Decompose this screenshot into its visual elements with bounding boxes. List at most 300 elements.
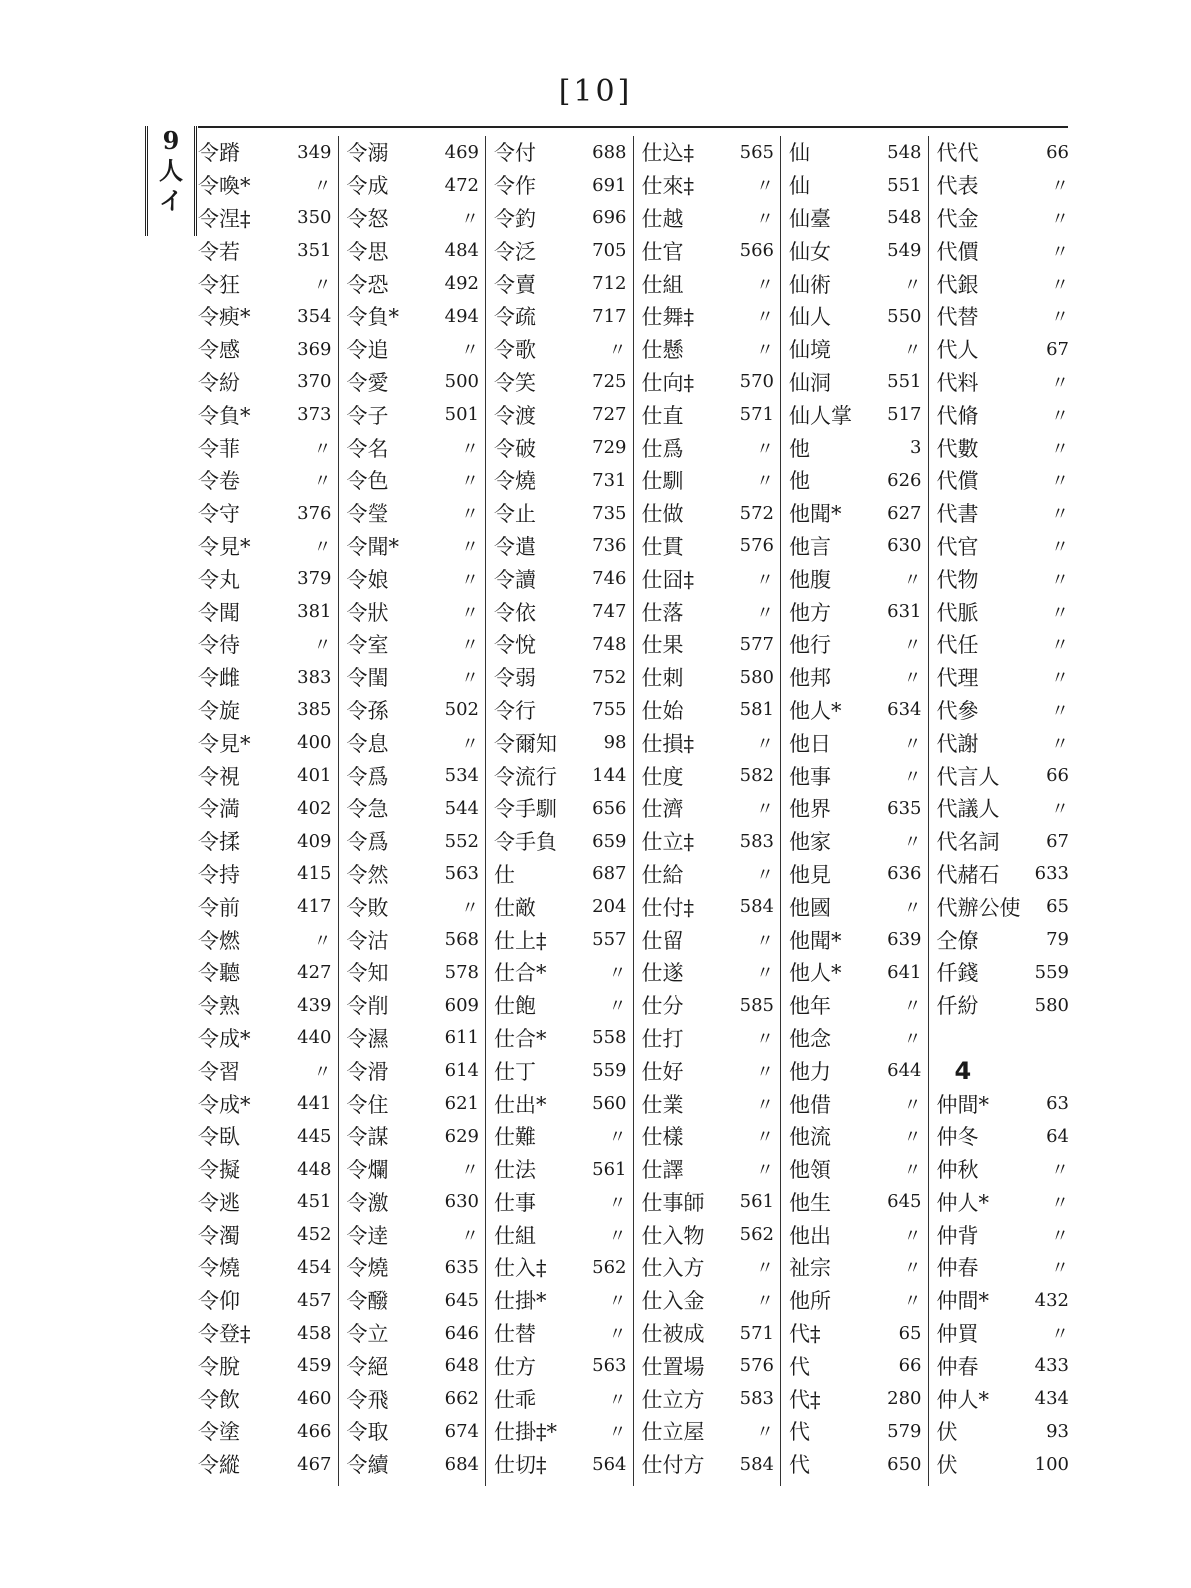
index-entry xyxy=(339,562,486,595)
index-entry xyxy=(929,169,1076,202)
entry-page: 662 xyxy=(444,1388,479,1410)
entry-term: 仕難 xyxy=(494,1125,536,1150)
index-entry xyxy=(929,464,1076,497)
entry-term: 仕懸 xyxy=(641,338,684,363)
entry-page: 517 xyxy=(887,404,922,426)
index-entry xyxy=(781,1382,928,1415)
entry-term: 仙臺 xyxy=(789,206,831,231)
index-entry xyxy=(486,300,633,333)
index-entry xyxy=(190,1317,338,1350)
entry-term: 令追 xyxy=(346,338,389,363)
entry-page: 433 xyxy=(1034,1355,1069,1377)
index-entry xyxy=(339,792,486,825)
index-entry xyxy=(486,726,633,759)
index-entry xyxy=(190,1120,338,1153)
entry-term: 令怒 xyxy=(346,206,389,231)
entry-page: 417 xyxy=(297,896,332,918)
index-entry xyxy=(190,136,338,169)
entry-page: 66 xyxy=(1046,141,1069,163)
index-entry xyxy=(190,1448,338,1481)
index-entry xyxy=(929,267,1076,300)
entry-term: 令續 xyxy=(346,1453,389,1478)
index-entry xyxy=(339,530,486,563)
entry-term: 仙 xyxy=(789,174,810,199)
entry-term: 令取 xyxy=(346,1420,389,1445)
entry-term: 仕丁 xyxy=(494,1059,536,1084)
page-number: [10] xyxy=(558,74,633,109)
entry-term: 他界 xyxy=(789,797,831,822)
index-entry xyxy=(634,267,781,300)
index-entry xyxy=(634,366,781,399)
entry-page: 〃 xyxy=(1051,733,1069,755)
entry-page: 755 xyxy=(592,699,627,721)
index-entry xyxy=(781,1120,928,1153)
index-entry xyxy=(339,366,486,399)
index-entry xyxy=(339,726,486,759)
index-entry xyxy=(339,1087,486,1120)
entry-page: 725 xyxy=(592,371,627,393)
entry-page: 434 xyxy=(1034,1388,1069,1410)
index-entry xyxy=(190,1251,338,1284)
entry-page: 〃 xyxy=(1051,241,1069,263)
index-entry xyxy=(634,530,781,563)
entry-page: 717 xyxy=(592,305,627,327)
index-entry xyxy=(634,694,781,727)
entry-term: 他流 xyxy=(789,1125,831,1150)
entry-term: 令感 xyxy=(198,338,240,363)
entry-term: 令燒 xyxy=(346,1256,389,1281)
entry-term: 令醱 xyxy=(346,1289,389,1314)
entry-page: 379 xyxy=(297,568,332,590)
entry-page: 63 xyxy=(1046,1093,1069,1114)
entry-page: 〃 xyxy=(608,963,627,985)
entry-page: 568 xyxy=(444,929,479,951)
entry-page: 〃 xyxy=(903,832,922,854)
index-entry xyxy=(781,1349,928,1382)
index-entry xyxy=(190,333,338,366)
entry-page: 580 xyxy=(1034,994,1069,1016)
entry-term: 令疏 xyxy=(494,305,536,330)
entry-term: 代參 xyxy=(936,698,979,723)
entry-page: 〃 xyxy=(1051,405,1069,427)
index-entry xyxy=(339,694,486,727)
entry-page: 〃 xyxy=(756,438,774,460)
index-entry xyxy=(339,661,486,694)
entry-term: 令守 xyxy=(198,502,240,527)
entry-page: 〃 xyxy=(756,569,774,591)
index-entry xyxy=(190,1087,338,1120)
entry-page: 〃 xyxy=(903,1094,922,1116)
entry-term: 他腹 xyxy=(789,567,831,592)
entry-term: 仕做 xyxy=(641,502,684,527)
entry-page: 〃 xyxy=(461,668,479,690)
entry-term: 令前 xyxy=(198,895,240,920)
entry-term: 仕出* xyxy=(494,1092,547,1117)
index-entry xyxy=(190,562,338,595)
index-entry xyxy=(339,1349,486,1382)
index-entry xyxy=(339,989,486,1022)
index-entry xyxy=(190,989,338,1022)
entry-term: 代償 xyxy=(936,469,979,494)
index-entry xyxy=(190,1284,338,1317)
entry-page: 〃 xyxy=(1051,635,1069,657)
entry-term: 代謝 xyxy=(936,731,979,756)
entry-page: 383 xyxy=(297,666,332,688)
entry-term: 代官 xyxy=(936,534,979,559)
entry-term: 代理 xyxy=(936,666,979,691)
entry-page: 687 xyxy=(592,863,627,885)
entry-page: 691 xyxy=(592,174,627,196)
entry-page: 〃 xyxy=(1051,569,1069,591)
index-entry xyxy=(929,300,1076,333)
index-entry xyxy=(486,628,633,661)
entry-page: 〃 xyxy=(1051,700,1069,722)
entry-term: 令負* xyxy=(346,305,399,330)
index-entry xyxy=(634,1382,781,1415)
entry-term: 令閨 xyxy=(346,666,389,691)
entry-term: 仙術 xyxy=(789,272,831,297)
entry-page: 636 xyxy=(887,863,922,885)
entry-page: 〃 xyxy=(756,864,774,886)
entry-page: 〃 xyxy=(756,176,774,198)
index-entry xyxy=(929,923,1076,956)
entry-page: 562 xyxy=(739,1224,774,1246)
entry-term: 令登‡ xyxy=(198,1322,251,1347)
index-entry xyxy=(486,1054,633,1087)
entry-term: 令成* xyxy=(198,1092,251,1117)
entry-term: 他出 xyxy=(789,1223,831,1248)
entry-term: 令脫 xyxy=(198,1354,240,1379)
entry-term: 代 xyxy=(789,1354,810,1379)
entry-page: 〃 xyxy=(903,1028,922,1050)
index-entry xyxy=(929,333,1076,366)
entry-page: 〃 xyxy=(903,668,922,690)
index-entry xyxy=(486,562,633,595)
entry-page: 583 xyxy=(739,1388,774,1410)
entry-page: 579 xyxy=(887,1420,922,1442)
entry-term: 仲間* xyxy=(936,1289,989,1314)
index-entry xyxy=(486,792,633,825)
index-entry xyxy=(634,759,781,792)
entry-page: 659 xyxy=(592,830,627,852)
entry-page: 439 xyxy=(297,994,332,1016)
entry-page: 648 xyxy=(444,1355,479,1377)
index-entry xyxy=(190,530,338,563)
entry-page: 〃 xyxy=(1051,471,1069,493)
entry-page: 〃 xyxy=(608,1324,627,1346)
index-entry xyxy=(781,661,928,694)
index-entry xyxy=(929,497,1076,530)
index-entry xyxy=(190,202,338,235)
index-entry xyxy=(929,136,1076,169)
index-entry xyxy=(486,1284,633,1317)
entry-page: 〃 xyxy=(608,1422,627,1444)
index-entry xyxy=(486,398,633,431)
entry-page: 〃 xyxy=(1051,274,1069,296)
entry-page: 376 xyxy=(297,502,332,524)
entry-term: 仲春 xyxy=(936,1354,979,1379)
entry-term: 仝僚 xyxy=(936,928,979,953)
index-entry xyxy=(190,431,338,464)
index-entry xyxy=(634,1284,781,1317)
entry-page: 144 xyxy=(592,765,627,787)
index-entry xyxy=(486,759,633,792)
entry-page: 645 xyxy=(444,1289,479,1311)
entry-page: 558 xyxy=(592,1027,627,1049)
entry-page: 534 xyxy=(444,765,479,787)
index-entry xyxy=(634,858,781,891)
index-entry xyxy=(339,464,486,497)
entry-term: 代書 xyxy=(936,502,979,527)
index-entry xyxy=(781,562,928,595)
entry-term: 代料 xyxy=(936,370,979,395)
index-entry xyxy=(781,1415,928,1448)
section-tab-radical: 人 xyxy=(159,156,183,185)
entry-page: 〃 xyxy=(903,1127,922,1149)
entry-page: 370 xyxy=(297,371,332,393)
index-column xyxy=(338,136,486,1486)
entry-term: 仕來‡ xyxy=(641,174,694,199)
entry-term: 令仰 xyxy=(198,1289,240,1314)
index-entry xyxy=(339,1153,486,1186)
entry-term: 仙洞 xyxy=(789,370,831,395)
entry-page: 〃 xyxy=(313,536,332,558)
entry-page: 64 xyxy=(1046,1125,1069,1147)
entry-page: 551 xyxy=(887,371,922,393)
index-entry xyxy=(634,595,781,628)
entry-term: 仕度 xyxy=(641,764,684,789)
entry-term: 代代 xyxy=(936,141,979,166)
entry-term: 他領 xyxy=(789,1158,831,1183)
entry-page: 〃 xyxy=(1051,307,1069,329)
entry-page: 349 xyxy=(297,141,332,163)
entry-page: 〃 xyxy=(313,438,332,460)
entry-page: 〃 xyxy=(756,1127,774,1149)
entry-page: 472 xyxy=(444,174,479,196)
entry-page: 402 xyxy=(297,797,332,819)
entry-term: 仕直 xyxy=(641,403,684,428)
index-entry xyxy=(929,1382,1076,1415)
entry-page: 〃 xyxy=(1051,372,1069,394)
index-entry xyxy=(339,956,486,989)
index-entry xyxy=(929,202,1076,235)
index-entry xyxy=(781,1251,928,1284)
entry-page: 〃 xyxy=(903,1160,922,1182)
entry-term: 令行 xyxy=(494,698,536,723)
entry-page: 432 xyxy=(1034,1289,1069,1311)
entry-term: 令遣 xyxy=(494,534,536,559)
entry-term: 仕事 xyxy=(494,1190,536,1215)
index-entry xyxy=(486,497,633,530)
index-entry xyxy=(634,333,781,366)
entry-term: 仕付方 xyxy=(641,1453,705,1478)
entry-page: 〃 xyxy=(756,1160,774,1182)
index-entry xyxy=(781,398,928,431)
entry-term: 令爲 xyxy=(346,830,389,855)
entry-term: 仕敵 xyxy=(494,895,536,920)
entry-term: 令釣 xyxy=(494,206,536,231)
index-entry xyxy=(486,267,633,300)
index-entry xyxy=(486,136,633,169)
entry-term: 他人* xyxy=(789,961,842,986)
entry-page: 204 xyxy=(592,896,627,918)
index-entry xyxy=(781,136,928,169)
entry-term: 令悅 xyxy=(494,633,536,658)
index-entry xyxy=(339,300,486,333)
index-entry xyxy=(486,825,633,858)
index-entry xyxy=(781,464,928,497)
index-entry xyxy=(486,923,633,956)
index-entry xyxy=(339,825,486,858)
entry-term: 令涅‡ xyxy=(198,206,251,231)
entry-term: 令笑 xyxy=(494,370,536,395)
index-entry xyxy=(339,858,486,891)
index-entry xyxy=(339,234,486,267)
index-entry xyxy=(339,398,486,431)
entry-page: 〃 xyxy=(461,1160,479,1182)
entry-term: 代任 xyxy=(936,633,979,658)
entry-page: 67 xyxy=(1046,830,1069,852)
index-entry xyxy=(486,1415,633,1448)
entry-page: 645 xyxy=(887,1191,922,1213)
index-entry xyxy=(190,398,338,431)
entry-page: 〃 xyxy=(1051,799,1069,821)
entry-page: 66 xyxy=(898,1355,922,1377)
entry-page: 〃 xyxy=(1051,536,1069,558)
index-entry xyxy=(190,628,338,661)
entry-term: 仕替 xyxy=(494,1322,536,1347)
entry-page: 401 xyxy=(297,765,332,787)
entry-page: 〃 xyxy=(756,1422,774,1444)
entry-page: 639 xyxy=(887,929,922,951)
entry-term: 令爲 xyxy=(346,764,389,789)
entry-page: 〃 xyxy=(903,274,922,296)
entry-term: 仕 xyxy=(494,862,515,887)
index-entry xyxy=(781,366,928,399)
entry-term: 令紛 xyxy=(198,370,240,395)
entry-term: 仕入金 xyxy=(641,1289,705,1314)
index-entry xyxy=(634,1218,781,1251)
entry-page: 〃 xyxy=(1051,504,1069,526)
index-entry xyxy=(781,825,928,858)
entry-term: 令然 xyxy=(346,862,389,887)
index-entry xyxy=(781,202,928,235)
index-entry xyxy=(486,530,633,563)
entry-term: 仕置場 xyxy=(641,1354,705,1379)
entry-page: 656 xyxy=(592,797,627,819)
index-entry xyxy=(339,333,486,366)
index-entry xyxy=(486,169,633,202)
entry-term: 令狂 xyxy=(198,272,240,297)
entry-term: 仕入‡ xyxy=(494,1256,547,1281)
entry-term: 令満 xyxy=(198,797,240,822)
entry-term: 令溺 xyxy=(346,141,389,166)
entry-page: 635 xyxy=(444,1256,479,1278)
entry-page: 466 xyxy=(297,1420,332,1442)
entry-term: 令室 xyxy=(346,633,389,658)
entry-term: 仲人* xyxy=(936,1190,989,1215)
index-entry xyxy=(929,956,1076,989)
index-entry xyxy=(929,431,1076,464)
entry-term: 仲背 xyxy=(936,1223,979,1248)
index-entry xyxy=(929,628,1076,661)
entry-term: 代物 xyxy=(936,567,979,592)
entry-term: 仕落 xyxy=(641,600,684,625)
entry-term: 仕被成 xyxy=(641,1322,705,1347)
index-entry xyxy=(634,1087,781,1120)
entry-term: 令聽 xyxy=(198,961,240,986)
entry-page: 〃 xyxy=(1051,1225,1069,1247)
index-entry xyxy=(781,333,928,366)
index-entry xyxy=(486,1317,633,1350)
index-entry xyxy=(634,464,781,497)
index-entry xyxy=(486,431,633,464)
entry-term: 令成 xyxy=(346,174,389,199)
entry-page: 633 xyxy=(1034,863,1069,885)
entry-page: 459 xyxy=(297,1355,332,1377)
entry-term: 他言 xyxy=(789,534,831,559)
index-entry xyxy=(781,694,928,727)
entry-page: 629 xyxy=(444,1125,479,1147)
entry-page: 〃 xyxy=(313,1061,332,1083)
index-entry xyxy=(190,825,338,858)
entry-term: 令弱 xyxy=(494,666,536,691)
entry-term: 仙 xyxy=(789,141,810,166)
entry-term: 仕業 xyxy=(641,1092,684,1117)
entry-term: 仕合* xyxy=(494,1026,547,1051)
entry-page: 〃 xyxy=(756,602,774,624)
entry-page: 〃 xyxy=(903,996,922,1018)
index-entry xyxy=(781,497,928,530)
entry-page: 〃 xyxy=(608,1225,627,1247)
entry-term: 祉宗 xyxy=(789,1256,831,1281)
entry-term: 仕好 xyxy=(641,1059,684,1084)
entry-term: 令立 xyxy=(346,1322,389,1347)
entry-page: 688 xyxy=(592,141,627,163)
entry-page: 65 xyxy=(1046,896,1069,918)
entry-page: 〃 xyxy=(903,635,922,657)
entry-page: 〃 xyxy=(756,1094,774,1116)
index-entry xyxy=(486,661,633,694)
index-entry xyxy=(190,858,338,891)
entry-term: 仕入物 xyxy=(641,1223,705,1248)
entry-page: 452 xyxy=(297,1224,332,1246)
entry-term: 仕乖 xyxy=(494,1387,536,1412)
entry-term: 伏 xyxy=(936,1453,958,1478)
entry-term: 他家 xyxy=(789,830,831,855)
index-entry xyxy=(929,1251,1076,1284)
entry-page: 576 xyxy=(739,535,774,557)
entry-page: 566 xyxy=(739,240,774,262)
entry-term: 他年 xyxy=(789,994,831,1019)
index-entry xyxy=(781,1284,928,1317)
entry-term: 令謀 xyxy=(346,1125,389,1150)
index-entry xyxy=(190,267,338,300)
entry-term: 令見* xyxy=(198,731,251,756)
entry-page: 385 xyxy=(297,699,332,721)
entry-page: 582 xyxy=(739,765,774,787)
entry-term: 令逹 xyxy=(346,1223,389,1248)
entry-term: 令激 xyxy=(346,1190,389,1215)
entry-term: 代金 xyxy=(936,206,979,231)
entry-page: 502 xyxy=(444,699,479,721)
entry-term: 令燒 xyxy=(494,469,536,494)
entry-term: 代名詞 xyxy=(936,830,1000,855)
index-entry xyxy=(190,300,338,333)
entry-term: 令讀 xyxy=(494,567,536,592)
entry-page: 561 xyxy=(592,1158,627,1180)
entry-term: 令旋 xyxy=(198,698,240,723)
